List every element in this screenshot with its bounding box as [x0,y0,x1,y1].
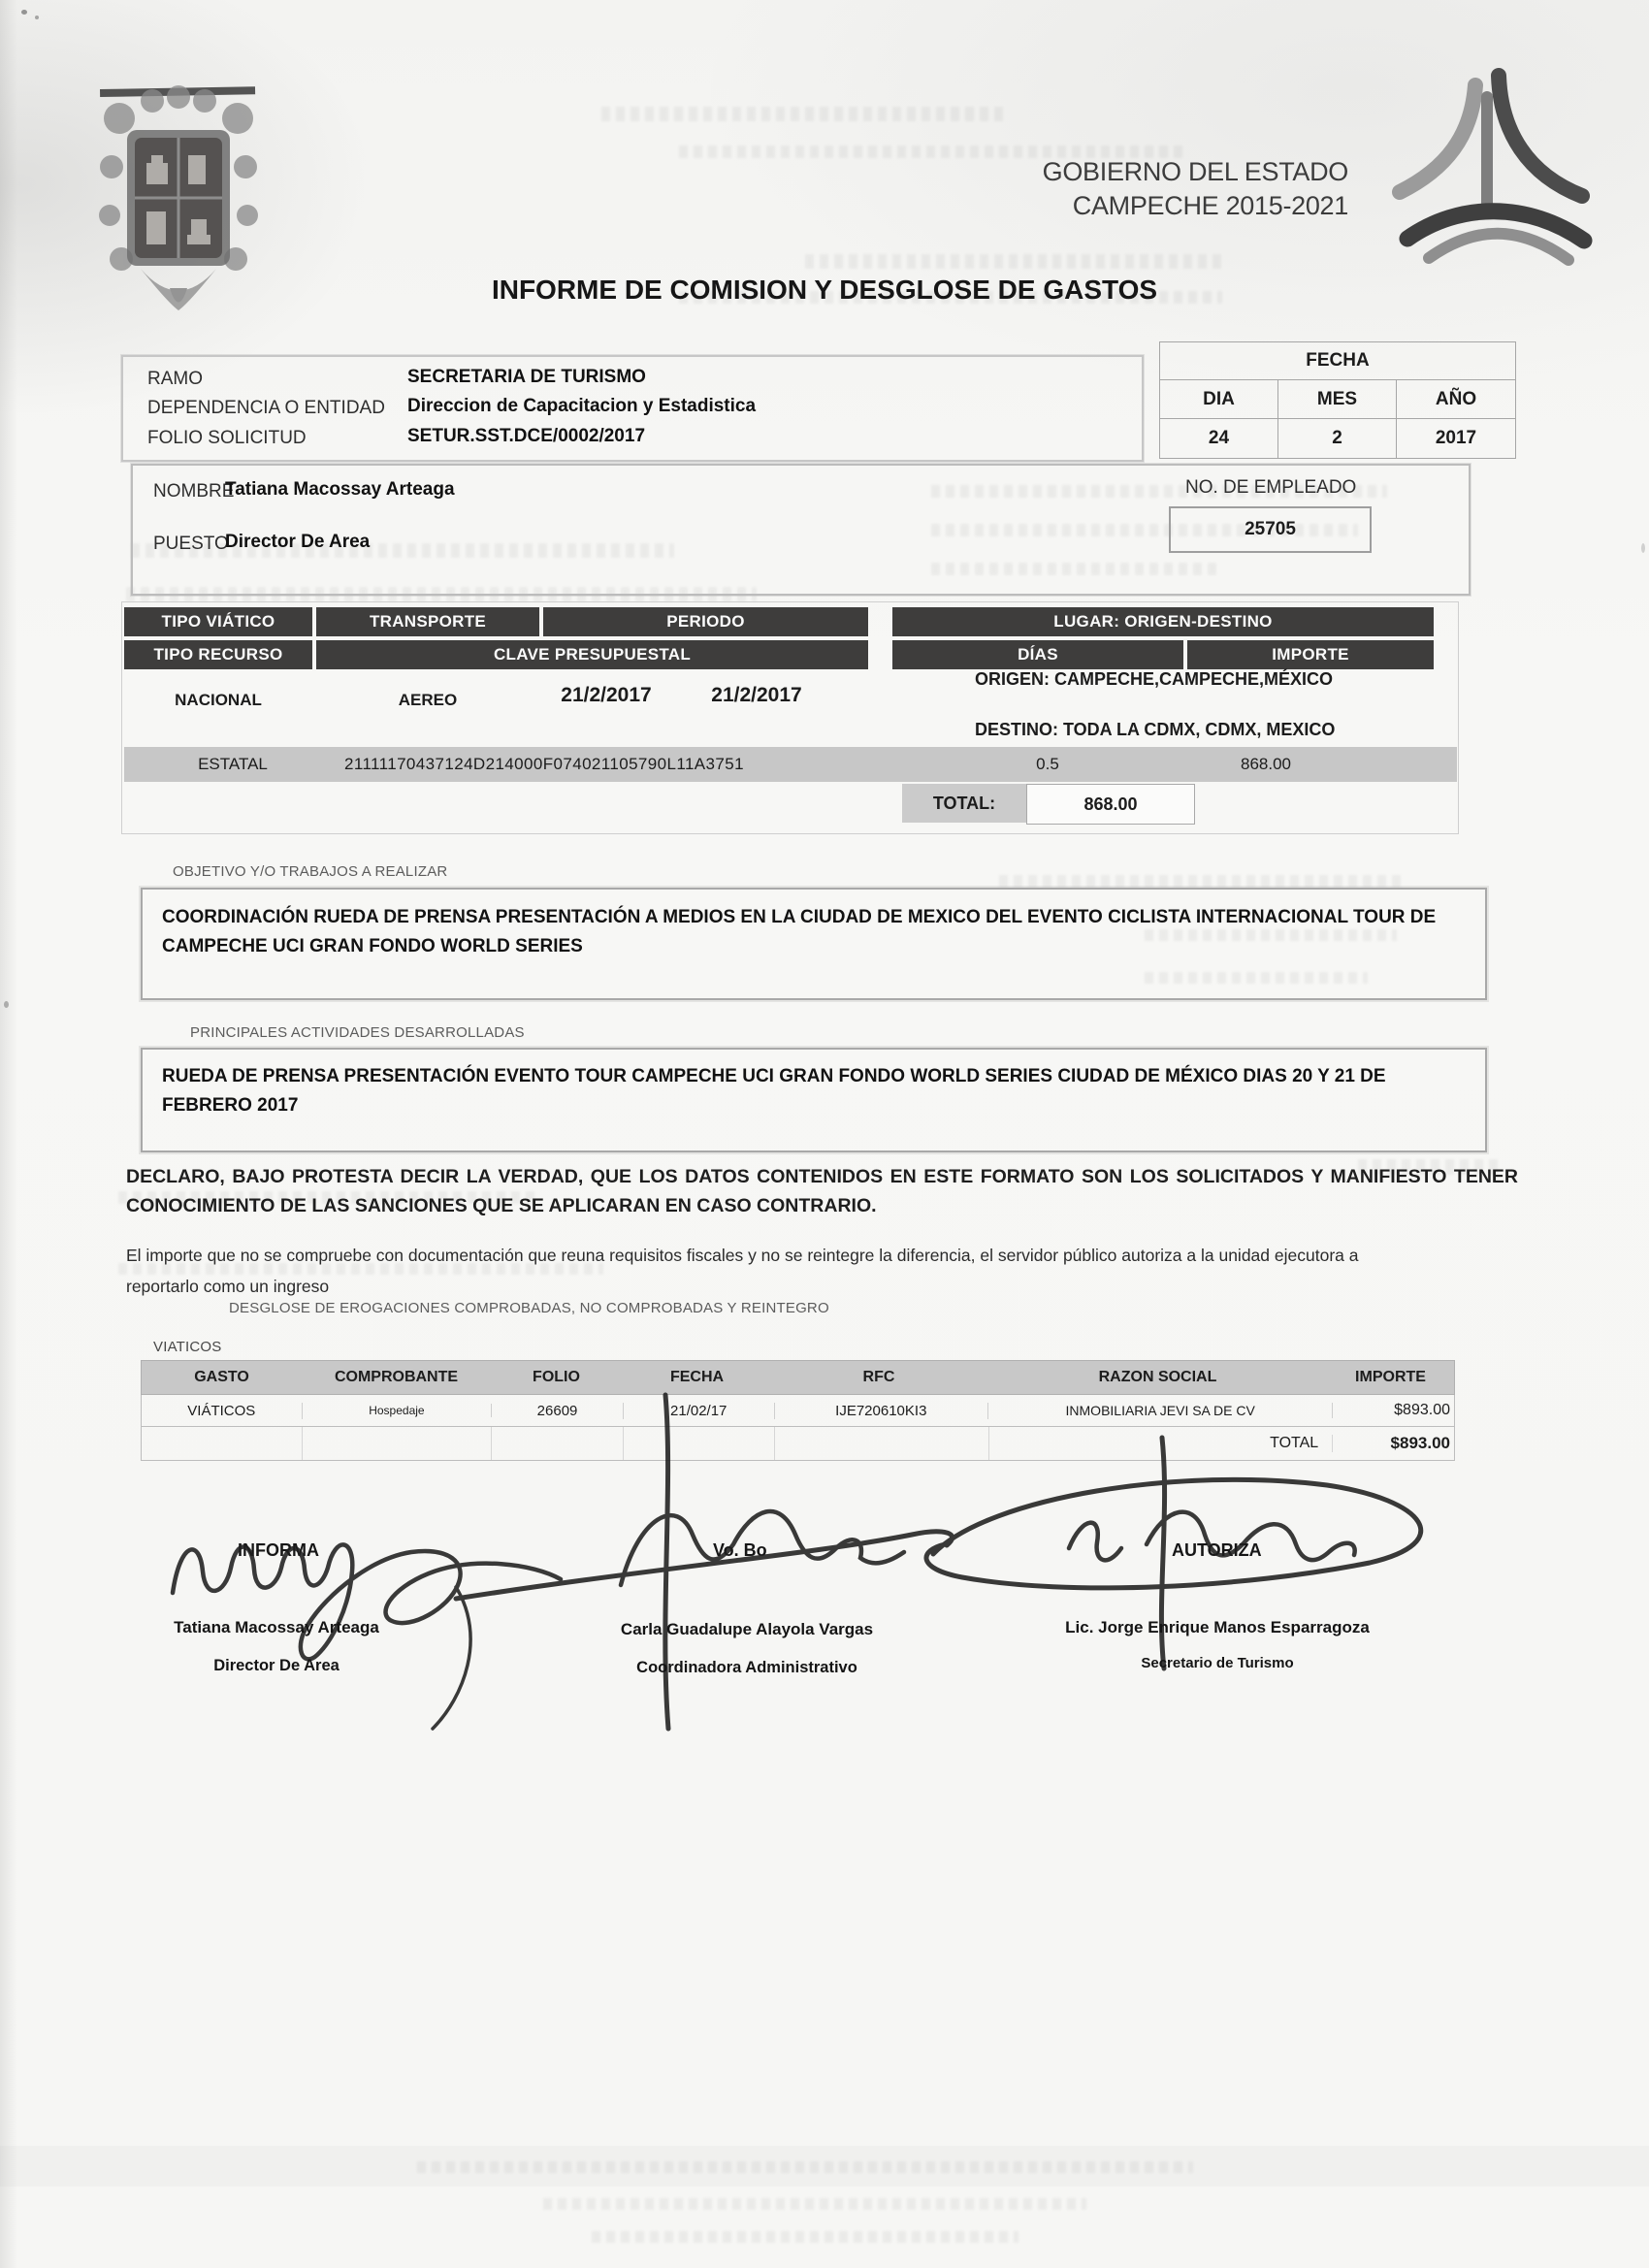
firma-autoriza-puesto: Secretario de Turismo [1141,1655,1294,1671]
firma-informa-puesto: Director De Area [213,1657,340,1674]
declaracion-text: DECLARO, BAJO PROTESTA DECIR LA VERDAD, QUE LOS DATOS CONTENIDOS EN ESTE FORMATO SON LOS SOLICITADOS Y MANIFIESTO TENER CONOCIMIENTO DE LAS SANCIONES QUE SE APLICARAN EN CASO CONTRARIO. [126,1166,1518,1217]
nombre-value: Tatiana Macossay Arteaga [225,479,455,500]
desglose-comprobante-value: Hospedaje [303,1404,493,1417]
document-title: INFORME DE COMISION Y DESGLOSE DE GASTOS [491,275,1158,305]
trip-total-label: TOTAL: [902,784,1026,823]
fecha-ano-value: 2017 [1396,418,1516,459]
fecha-mes-value: 2 [1277,418,1397,459]
desglose-rfc-value: IJE720610KI3 [775,1403,989,1419]
desglose-gasto-value: VIÁTICOS [142,1403,303,1419]
desglose-folio-value: 26609 [492,1403,624,1419]
viaticos-label: VIATICOS [153,1339,222,1355]
desglose-importe-value: $893.00 [1394,1402,1450,1418]
folio-value: SETUR.SST.DCE/0002/2017 [407,426,646,446]
bleedthrough-artifact [592,2231,1018,2243]
dependencia-value: Direccion de Capacitacion y Estadistica [407,396,757,416]
ramo-label: RAMO [147,369,203,389]
trip-periodo-inicio: 21/2/2017 [561,684,652,706]
bleedthrough-artifact [805,254,1222,269]
firma-vobo-label: Vo. Bo [713,1540,767,1560]
bleedthrough-artifact [999,875,1406,888]
desglose-fecha-value: 21/02/17 [624,1403,775,1419]
scan-speck [21,10,27,15]
fecha-dia-value: 24 [1159,418,1278,459]
trip-destino: DESTINO: TODA LA CDMX, CDMX, MEXICO [975,720,1336,739]
no-empleado-label: NO. DE EMPLEADO [1185,477,1357,498]
desglose-header-gasto: GASTO [194,1369,249,1385]
trip-table-outline [121,601,1459,834]
objetivo-text-box: COORDINACIÓN RUEDA DE PRENSA PRESENTACIÓN A MEDIOS EN LA CIUDAD DE MEXICO DEL EVENTO CICLISTA INTERNACIONAL TOUR DE CAMPECHE UCI GRAN FONDO WORLD SERIES [141,888,1487,1000]
trip-header-lugar: LUGAR: ORIGEN-DESTINO [892,607,1434,636]
dependencia-label: DEPENDENCIA O ENTIDAD [147,398,385,418]
no-empleado-value-box: 25705 [1169,506,1372,553]
desglose-label: DESGLOSE DE EROGACIONES COMPROBADAS, NO COMPROBADAS Y REINTEGRO [229,1300,829,1316]
trip-importe-value: 868.00 [1241,755,1291,773]
desglose-total-value: $893.00 [1390,1434,1450,1452]
trip-header-dias: DÍAS [892,640,1183,669]
government-header-line1: GOBIERNO DEL ESTADO [1042,157,1348,186]
bleedthrough-artifact [543,2198,1086,2210]
trip-clave-value: 21111170437124D214000F074021105790L11A3751 [344,755,744,773]
trip-tipo-recurso-value: ESTATAL [198,755,268,773]
trip-header-periodo: PERIODO [543,607,868,636]
desglose-header-folio: FOLIO [533,1369,580,1385]
fecha-ano-label: AÑO [1396,379,1516,419]
scan-speck [1641,543,1645,553]
bleedthrough-artifact [601,107,1009,121]
desglose-header-comprobante: COMPROBANTE [334,1369,459,1385]
trip-transporte-value: AEREO [398,691,458,709]
scan-speck [4,1001,9,1008]
fecha-table [1159,341,1516,458]
government-header [660,155,1348,222]
trip-total-value: 868.00 [1026,784,1195,825]
nota-importe-text: El importe que no se compruebe con documentación que reuna requisitos fiscales y no se reintegre la diferencia, el servidor público autoriza a la unidad ejecutora a reportarlo como un ingreso [126,1246,1359,1297]
desglose-total-label: TOTAL [989,1435,1333,1452]
campeche-tower-logo-icon [1382,68,1605,276]
trip-header-importe: IMPORTE [1187,640,1434,669]
puesto-label: PUESTO [153,534,229,554]
puesto-value: Director De Area [225,532,371,552]
firma-autoriza-label: AUTORIZA [1172,1540,1262,1560]
objetivo-label: OBJETIVO Y/O TRABAJOS A REALIZAR [173,863,448,880]
trip-header-tipo-recurso: TIPO RECURSO [124,640,312,669]
trip-dias-value: 0.5 [1036,755,1059,773]
trip-periodo-fin: 21/2/2017 [711,684,802,706]
desglose-header-fecha: FECHA [669,1369,725,1385]
desglose-header-importe: IMPORTE [1355,1369,1426,1385]
fecha-title: FECHA [1159,341,1516,380]
desglose-header-razon: RAZON SOCIAL [1098,1369,1217,1385]
desglose-razon-value: INMOBILIARIA JEVI SA DE CV [988,1403,1333,1418]
desglose-header-rfc: RFC [862,1369,895,1385]
trip-origen: ORIGEN: CAMPECHE,CAMPECHE,MÉXICO [975,669,1334,689]
fecha-mes-label: MES [1277,379,1397,419]
government-header-line2: CAMPECHE 2015-2021 [1072,190,1348,220]
trip-header-transporte: TRANSPORTE [316,607,539,636]
trip-header-tipo-viatico: TIPO VIÁTICO [124,607,312,636]
signatures-ink [136,1387,1494,1746]
firma-informa-nombre: Tatiana Macossay Arteaga [174,1618,379,1636]
nombre-label: NOMBRE [153,481,235,502]
firma-vobo-puesto: Coordinadora Administrativo [636,1659,857,1676]
scan-speck [35,16,39,19]
firma-vobo-nombre: Carla Guadalupe Alayola Vargas [620,1620,874,1638]
actividades-label: PRINCIPALES ACTIVIDADES DESARROLLADAS [190,1024,525,1041]
trip-tipo-viatico-value: NACIONAL [175,691,262,709]
firma-autoriza-nombre: Lic. Jorge Enrique Manos Esparragoza [1065,1618,1370,1636]
ramo-value: SECRETARIA DE TURISMO [407,367,646,387]
fecha-dia-label: DIA [1159,379,1278,419]
trip-header-clave: CLAVE PRESUPUESTAL [316,640,868,669]
firma-informa-label: INFORMA [238,1540,319,1560]
actividades-text-box: RUEDA DE PRENSA PRESENTACIÓN EVENTO TOUR CAMPECHE UCI GRAN FONDO WORLD SERIES CIUDAD DE MÉXICO DIAS 20 Y 21 DE FEBRERO 2017 [141,1048,1487,1152]
scan-band-artifact [0,2146,1649,2187]
folio-label: FOLIO SOLICITUD [147,428,307,448]
